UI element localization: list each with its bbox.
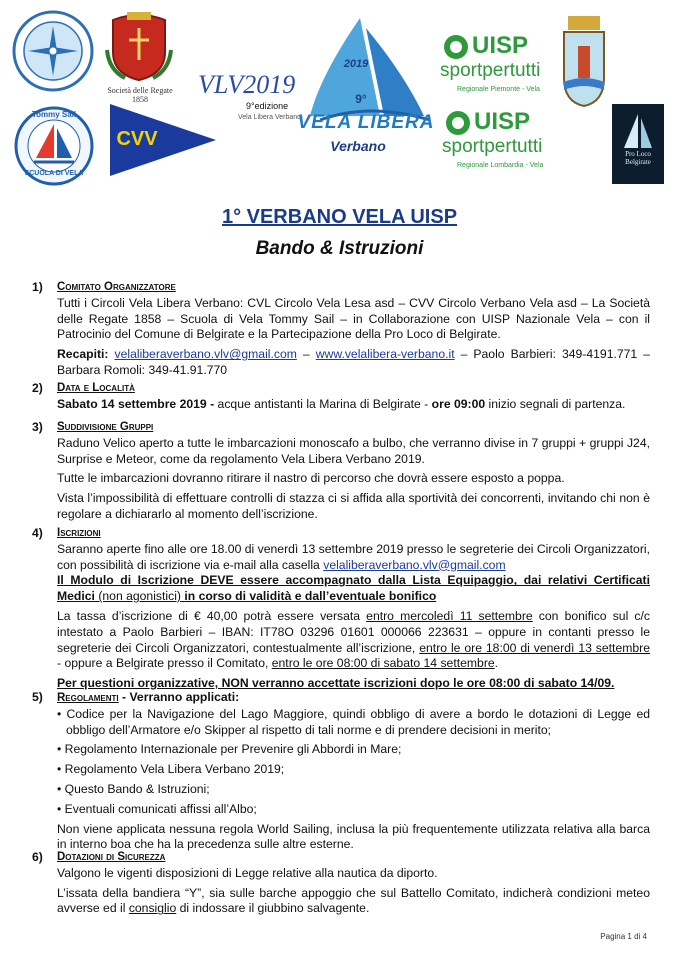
section-data-localita	[32, 381, 650, 413]
section-paragraph: Raduno Velico aperto a tutte le imbarcazioni monoscafo a bulbo, che verranno divise in 7 gruppi + gruppi J24, Surprise e Meteor, come da regolamento Vela Libera Verbano 2019.	[57, 435, 650, 466]
section-heading: Suddivisione Gruppi	[57, 421, 154, 433]
section-paragraph: Non viene applicata nessuna regola World Sailing, inclusa la più frequentemente utilizzata relativa alla barca in interno boa che ha la precedenza sulle altre esterne.	[57, 821, 650, 852]
contacts-label: Recapiti:	[57, 347, 109, 362]
uisp-piemonte-region: Regionale Piemonte - Vela	[457, 86, 540, 93]
uisp-piemonte-name: UISP	[472, 32, 529, 59]
uisp-lombardia-sub: sportpertutti	[442, 136, 543, 157]
vela-lesa-logo	[12, 10, 94, 92]
section-paragraph	[57, 397, 650, 413]
verbano-text: Verbano	[330, 138, 386, 154]
section-heading: Comitato Organizzatore	[57, 281, 176, 293]
contacts-line	[57, 347, 650, 379]
societa-regate-logo	[105, 10, 173, 82]
uisp-lombardia-name: UISP	[474, 108, 531, 135]
list-item: • Regolamento Internazionale per Prevenire gli Abbordi in Mare;	[57, 742, 402, 757]
event-time: ore 09:00	[431, 396, 486, 411]
section-number: 2)	[32, 381, 43, 395]
section-paragraph	[57, 609, 650, 672]
section-heading-tail: - Verranno applicati:	[118, 690, 240, 704]
email-link[interactable]: velaliberaverbano.vlv@gmail.com	[323, 557, 506, 572]
email-link[interactable]: velaliberaverbano.vlv@gmail.com	[114, 347, 297, 362]
section-iscrizioni	[32, 526, 650, 692]
page-number: Pagina 1 di 4	[600, 932, 647, 941]
vlv-sub: Vela Libera Verbano	[238, 114, 302, 121]
tommy-sail-sub: SCUOLA DI VELA	[24, 170, 84, 177]
uisp-lombardia-icon	[443, 110, 473, 136]
list-item: • Regolamento Vela Libera Verbano 2019;	[57, 762, 285, 777]
uisp-piemonte-sub: sportpertutti	[440, 60, 541, 81]
regate-caption	[100, 86, 180, 104]
fee-text: La tassa d’iscrizione di € 40,00 potrà essere versata	[57, 608, 367, 623]
section-heading: Data e Località	[57, 382, 135, 394]
section-comitato	[32, 280, 650, 379]
section-paragraph: Per questioni organizzative, NON verranno accettate iscrizioni dopo le ore 08:00 di sabato 14/09.	[57, 676, 615, 691]
section-heading: Dotazioni di Sicurezza	[57, 851, 166, 863]
uisp-piemonte-icon	[441, 34, 471, 60]
section-number: 5)	[32, 690, 43, 704]
flag-text-end: di indossare il giubbino salvagente.	[176, 901, 370, 916]
section-heading: Regolamenti	[57, 692, 119, 704]
sail-year: 2019	[343, 58, 369, 70]
list-item: • Codice per la Navigazione del Lago Maggiore, quindi obbligo di avere a bordo le dotazioni di Legge ed obbligo dell’Armatore e/o Skipper al rispetto di tali norme e di prendere decisioni in merito;	[57, 706, 650, 737]
section-number: 1)	[32, 280, 43, 294]
section-heading: Iscrizioni	[57, 527, 101, 539]
fee-deadline-1: entro mercoledì 11 settembre	[366, 608, 533, 623]
fee-end: .	[494, 656, 499, 671]
pro-loco-logo	[612, 104, 664, 184]
event-location: acque antistanti la Marina di Belgirate -	[214, 396, 432, 411]
regate-caption-name: Società delle Regate	[107, 86, 173, 95]
contacts-separator: –	[296, 347, 316, 362]
requirement-note: (non agonistici)	[94, 589, 185, 604]
list-item: • Eventuali comunicati affissi all’Albo;	[57, 801, 257, 816]
tommy-sail-name: Tommy Sail	[31, 110, 77, 119]
vlv-logo-text: VLV2019	[198, 70, 296, 99]
requirement-text: Il Modulo di Iscrizione DEVE essere accompagnato dalla Lista Equipaggio, dai relativi Certificati Medici	[57, 573, 650, 604]
fee-iban-text: con bonifico sul c/c intestato a Paolo Barbieri – IBAN: IT78O 03296 01601 000066 223631 – oppure in contanti presso le segreterie dei Circoli Organizzatori, contestualmente all’iscrizione,	[57, 608, 650, 655]
section-gruppi	[32, 420, 650, 523]
website-link[interactable]: www.velalibera-verbano.it	[315, 347, 455, 362]
document-title: 1° VERBANO VELA UISP	[221, 206, 458, 228]
section-number: 6)	[32, 850, 43, 864]
uisp-lombardia-region: Regionale Lombardia - Vela	[457, 162, 544, 169]
vlv-edition: 9°edizione	[246, 101, 289, 111]
list-item: • Questo Bando & Istruzioni;	[57, 781, 210, 796]
section-paragraph: Tutti i Circoli Vela Libera Verbano: CVL Circolo Vela Lesa asd – CVV Circolo Verbano Vela asd – La Società delle Regate 1858 – Scuola di Vela Tommy Sail – in Collaborazione con UISP Nazionale Vela – con il Patrocinio del Comune di Belgirate e la Partecipazione della Pro Loco di Belgirate.	[57, 295, 650, 342]
belgirate-crest-logo	[560, 16, 608, 108]
section-paragraph: Valgono le vigenti disposizioni di Legge relative alla nautica da diporto.	[57, 865, 438, 880]
flag-text: L’issata della bandiera “Y”, sia sulle barche appoggio che sul Battello Comitato, indicherà condizioni meteo avverse ed il	[57, 885, 650, 916]
fee-deadline-2: entro le ore 18:00 di venerdì 13 settembre	[419, 640, 650, 655]
fee-alt-text: - oppure a Belgirate presso il Comitato,	[57, 656, 272, 671]
section-sicurezza	[32, 850, 650, 917]
document-subtitle: Bando & Istruzioni	[255, 238, 424, 259]
flag-advice: consiglio	[128, 901, 177, 916]
registration-text: Saranno aperte fino alle ore 18.00 di venerdì 13 settembre 2019 presso le segreterie dei Circoli Organizzatori, con possibilità di iscrizione via e-mail alla casella	[57, 541, 650, 572]
fee-deadline-3: entro le ore 08:00 di sabato 14 settembre	[271, 656, 495, 671]
pro-loco-name: Pro Loco Belgirate	[625, 150, 651, 166]
cvv-text: CVV	[116, 128, 158, 150]
logo-header	[0, 0, 679, 190]
sail-number: 9°	[355, 92, 367, 106]
vela-libera-text: VELA LIBERA	[297, 112, 435, 133]
section-heading-line	[57, 690, 650, 707]
section-paragraph: Vista l’impossibilità di effettuare controlli di stazza ci si affida alla sportività dei concorrenti, invitando chi non è regolare a dichiararlo al momento dell’iscrizione.	[57, 491, 650, 521]
event-date: Sabato 14 settembre 2019 -	[57, 396, 215, 411]
section-paragraph	[57, 886, 650, 918]
section-paragraph: Tutte le imbarcazioni dovranno ritirare il nastro di percorso che dovrà essere esposto a poppa.	[57, 471, 565, 486]
section-number: 3)	[32, 420, 43, 434]
section-paragraph	[57, 542, 650, 574]
section-number: 4)	[32, 526, 43, 540]
regate-caption-year: 1858	[132, 95, 148, 104]
section-regolamenti	[32, 690, 650, 853]
section-paragraph	[57, 573, 650, 605]
event-note: inizio segnali di partenza.	[485, 396, 626, 411]
requirement-text-end: in corso di validità e dall’eventuale bonifico	[184, 589, 437, 604]
contacts-phones: – Paolo Barbieri: 349-4191.771 – Barbara Romoli: 349-41.91.770	[57, 347, 650, 377]
